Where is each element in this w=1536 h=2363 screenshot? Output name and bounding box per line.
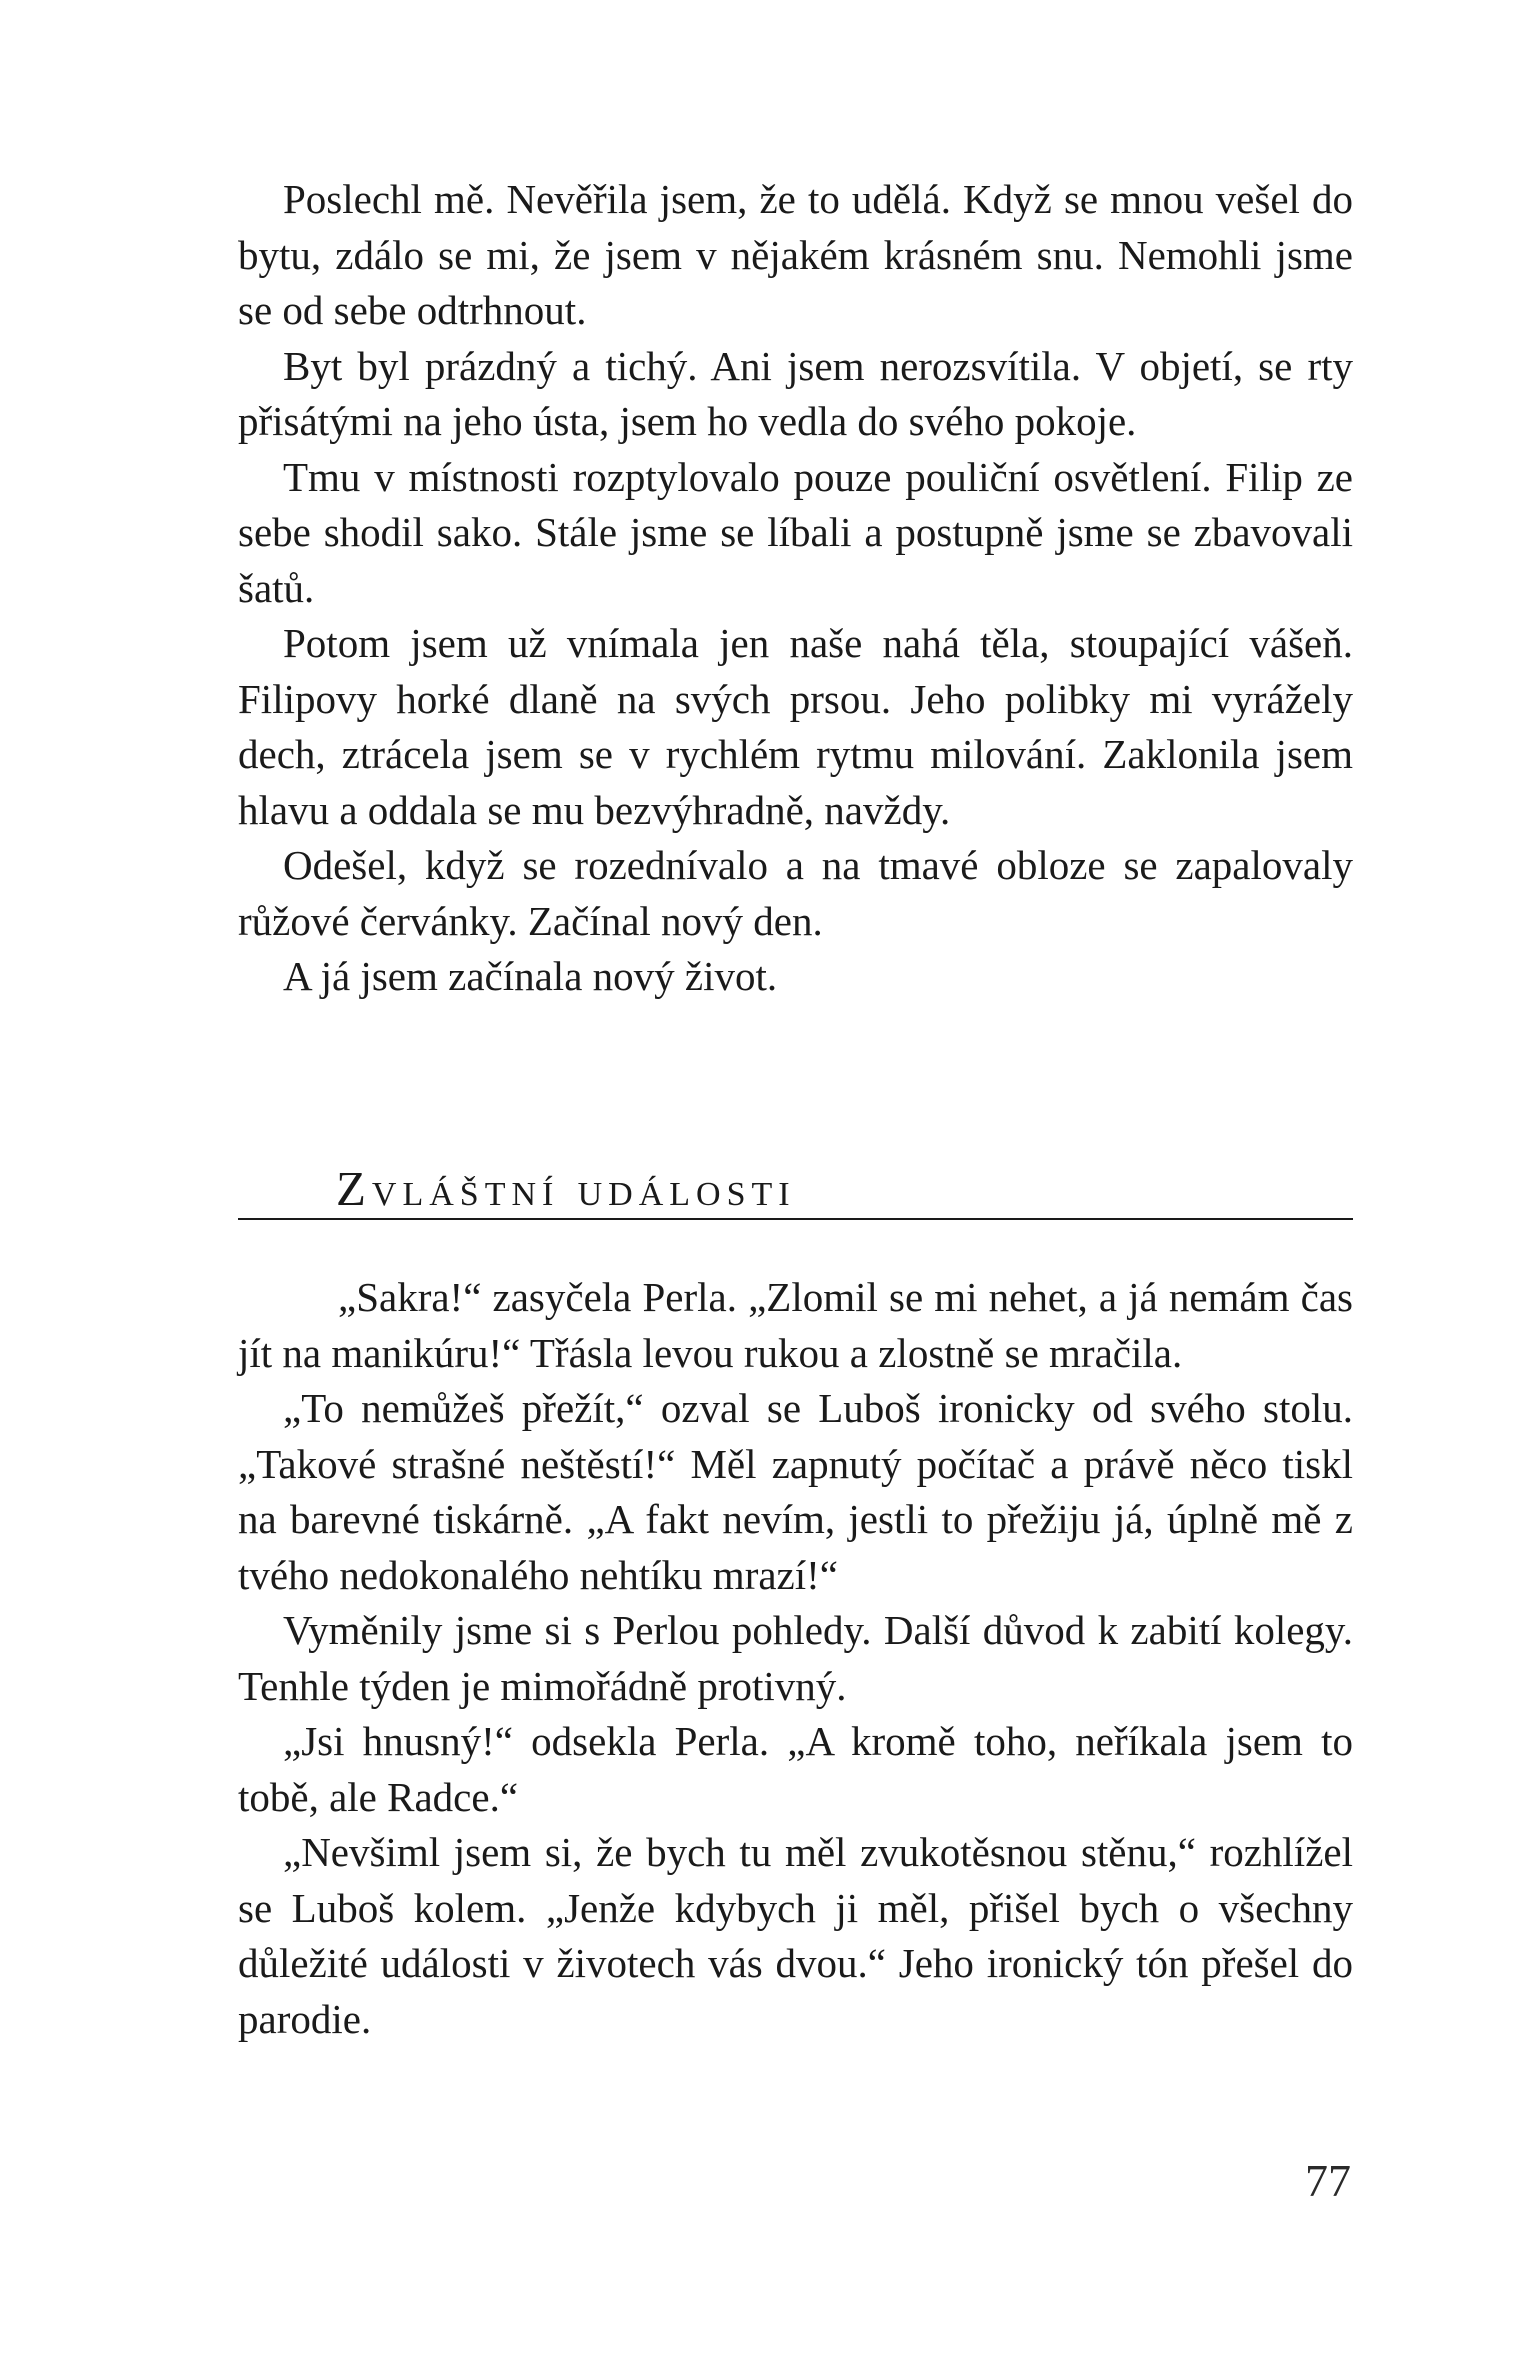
paragraph: Byt byl prázdný a tichý. Ani jsem nerozsvítila. V objetí, se rty přisátými na jeho ústa, jsem ho vedla do svého pokoje. xyxy=(238,342,1353,444)
chapter-heading: Zvláštní události xyxy=(336,1161,796,1216)
paragraph: „To nemůžeš přežít,“ ozval se Luboš ironicky od svého stolu. „Takové strašné neštěstí!“ Měl zapnutý počítač a právě něco tiskl na barevné tiskárně. „A fakt nevím, jestli to přežiju já, úplně mě z tvého nedokonalého nehtíku mrazí!“ xyxy=(238,1385,1353,1598)
paragraph: Potom jsem už vnímala jen naše nahá těla, stoupající vášeň. Filipovy horké dlaně na svých prsou. Jeho polibky mi vyrážely dech, ztrácela jsem se v rychlém rytmu milování. Zaklonila jsem hlavu a oddala se mu bezvýhradně, navždy. xyxy=(238,620,1353,833)
paragraph: A já jsem začínala nový život. xyxy=(283,953,778,999)
paragraph: Poslechl mě. Nevěřila jsem, že to udělá. Když se mnou vešel do bytu, zdálo se mi, že jsem v nějakém krásném snu. Nemohli jsme se od sebe odtrhnout. xyxy=(238,176,1353,333)
page-number: 77 xyxy=(1305,2155,1351,2206)
heading-rule xyxy=(238,1218,1353,1220)
bottom-text-block xyxy=(238,1270,1353,2047)
paragraph: Tmu v místnosti rozptylovalo pouze pouliční osvětlení. Filip ze sebe shodil sako. Stále jsme se líbali a postupně jsme se zbavovali šatů. xyxy=(238,453,1353,611)
top-text-block xyxy=(238,172,1353,1005)
paragraph: „Nevšiml jsem si, že bych tu měl zvukotěsnou stěnu,“ rozhlížel se Luboš kolem. „Jenže kdybych ji měl, přišel bych o všechny důležité události v životech vás dvou.“ Jeho ironický tón přešel do parodie. xyxy=(238,1829,1353,2042)
paragraph: „Sakra!“ zasyčela Perla. „Zlomil se mi nehet, a já nemám čas jít na manikúru!“ Třásla levou rukou a zlostně se mračila. xyxy=(238,1274,1353,1376)
paragraph: „Jsi hnusný!“ odsekla Perla. „A kromě toho, neříkala jsem to tobě, ale Radce.“ xyxy=(238,1718,1353,1820)
paragraph: Odešel, když se rozednívalo a na tmavé obloze se zapalovaly růžové červánky. Začínal nový den. xyxy=(238,842,1353,944)
paragraph: Vyměnily jsme si s Perlou pohledy. Další důvod k zabití kolegy. Tenhle týden je mimořádně protivný. xyxy=(238,1607,1353,1709)
